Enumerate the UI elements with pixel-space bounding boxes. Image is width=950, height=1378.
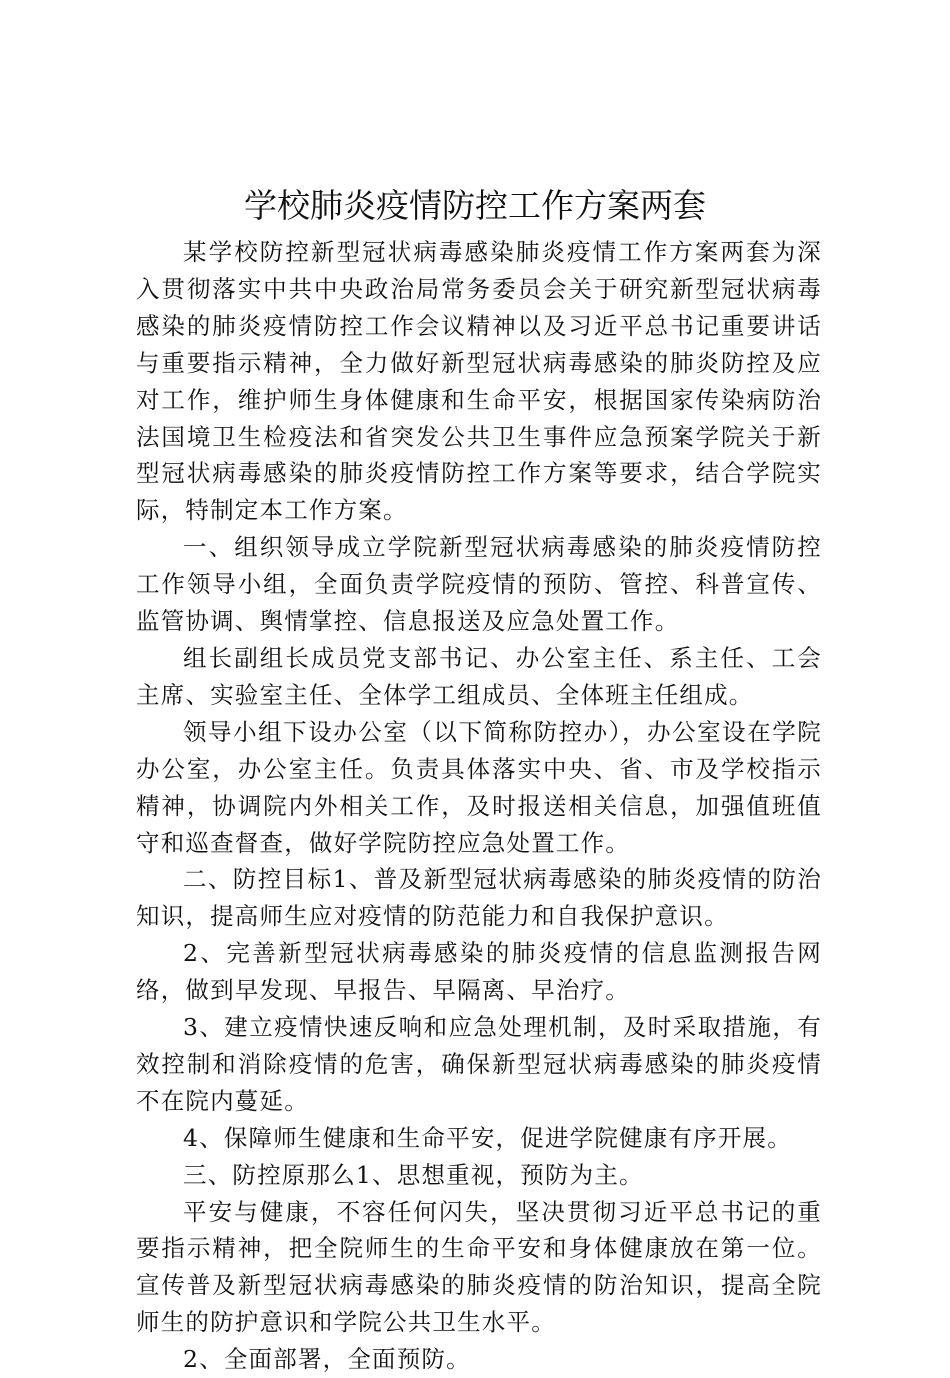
paragraph-principle-2: 2、全面部署，全面预防。 bbox=[183, 1345, 471, 1374]
document-title: 学校肺炎疫情防控工作方案两套 bbox=[244, 186, 706, 225]
paragraph-goal-2: 2、完善新型冠状病毒感染的肺炎疫情的信息监测报告网络，做到早发现、早报告、早隔离、早治疗。 bbox=[136, 939, 822, 1005]
paragraph-members: 组长副组长成员党支部书记、办公室主任、系主任、工会主席、实验室主任、全体学工组成员、全体班主任组成。 bbox=[136, 643, 822, 709]
paragraph-office: 领导小组下设办公室（以下简称防控办），办公室设在学院办公室，办公室主任。负责具体落实中央、省、市及学校指示精神，协调院内外相关工作，及时报送相关信息，加强值班值守和巡查督查，做好学院防控应急处置工作。 bbox=[136, 717, 822, 857]
paragraph-goal-3: 3、建立疫情快速反响和应急处理机制，及时采取措施，有效控制和消除疫情的危害，确保新型冠状病毒感染的肺炎疫情不在院内蔓延。 bbox=[136, 1013, 822, 1115]
paragraph-safety: 平安与健康，不容任何闪失，坚决贯彻习近平总书记的重要指示精神，把全院师生的生命平安和身体健康放在第一位。宣传普及新型冠状病毒感染的肺炎疫情的防治知识，提高全院师生的防护意识和学院公共卫生水平。 bbox=[136, 1197, 822, 1337]
paragraph-organization: 一、组织领导成立学院新型冠状病毒感染的肺炎疫情防控工作领导小组，全面负责学院疫情的预防、管控、科普宣传、监管协调、舆情掌控、信息报送及应急处置工作。 bbox=[136, 533, 822, 636]
paragraph-goal-4: 4、保障师生健康和生命平安，促进学院健康有序开展。 bbox=[183, 1123, 792, 1152]
paragraph-goal-1: 二、防控目标1、普及新型冠状病毒感染的肺炎疫情的防治知识，提高师生应对疫情的防范能力和自我保护意识。 bbox=[136, 865, 822, 931]
document-body bbox=[136, 234, 822, 1378]
paragraph-intro: 某学校防控新型冠状病毒感染肺炎疫情工作方案两套为深入贯彻落实中共中央政治局常务委员会关于研究新型冠状病毒感染的肺炎疫情防控工作会议精神以及习近平总书记重要讲话与重要指示精神，全力做好新型冠状病毒感染的肺炎防控及应对工作，维护师生身体健康和生命平安，根据国家传染病防治法国境卫生检疫法和省突发公共卫生事件应急预案学院关于新型冠状病毒感染的肺炎疫情防控工作方案等要求，结合学院实际，特制定本工作方案。 bbox=[136, 238, 822, 525]
paragraph-principle-1: 三、防控原那么1、思想重视，预防为主。 bbox=[183, 1160, 644, 1189]
